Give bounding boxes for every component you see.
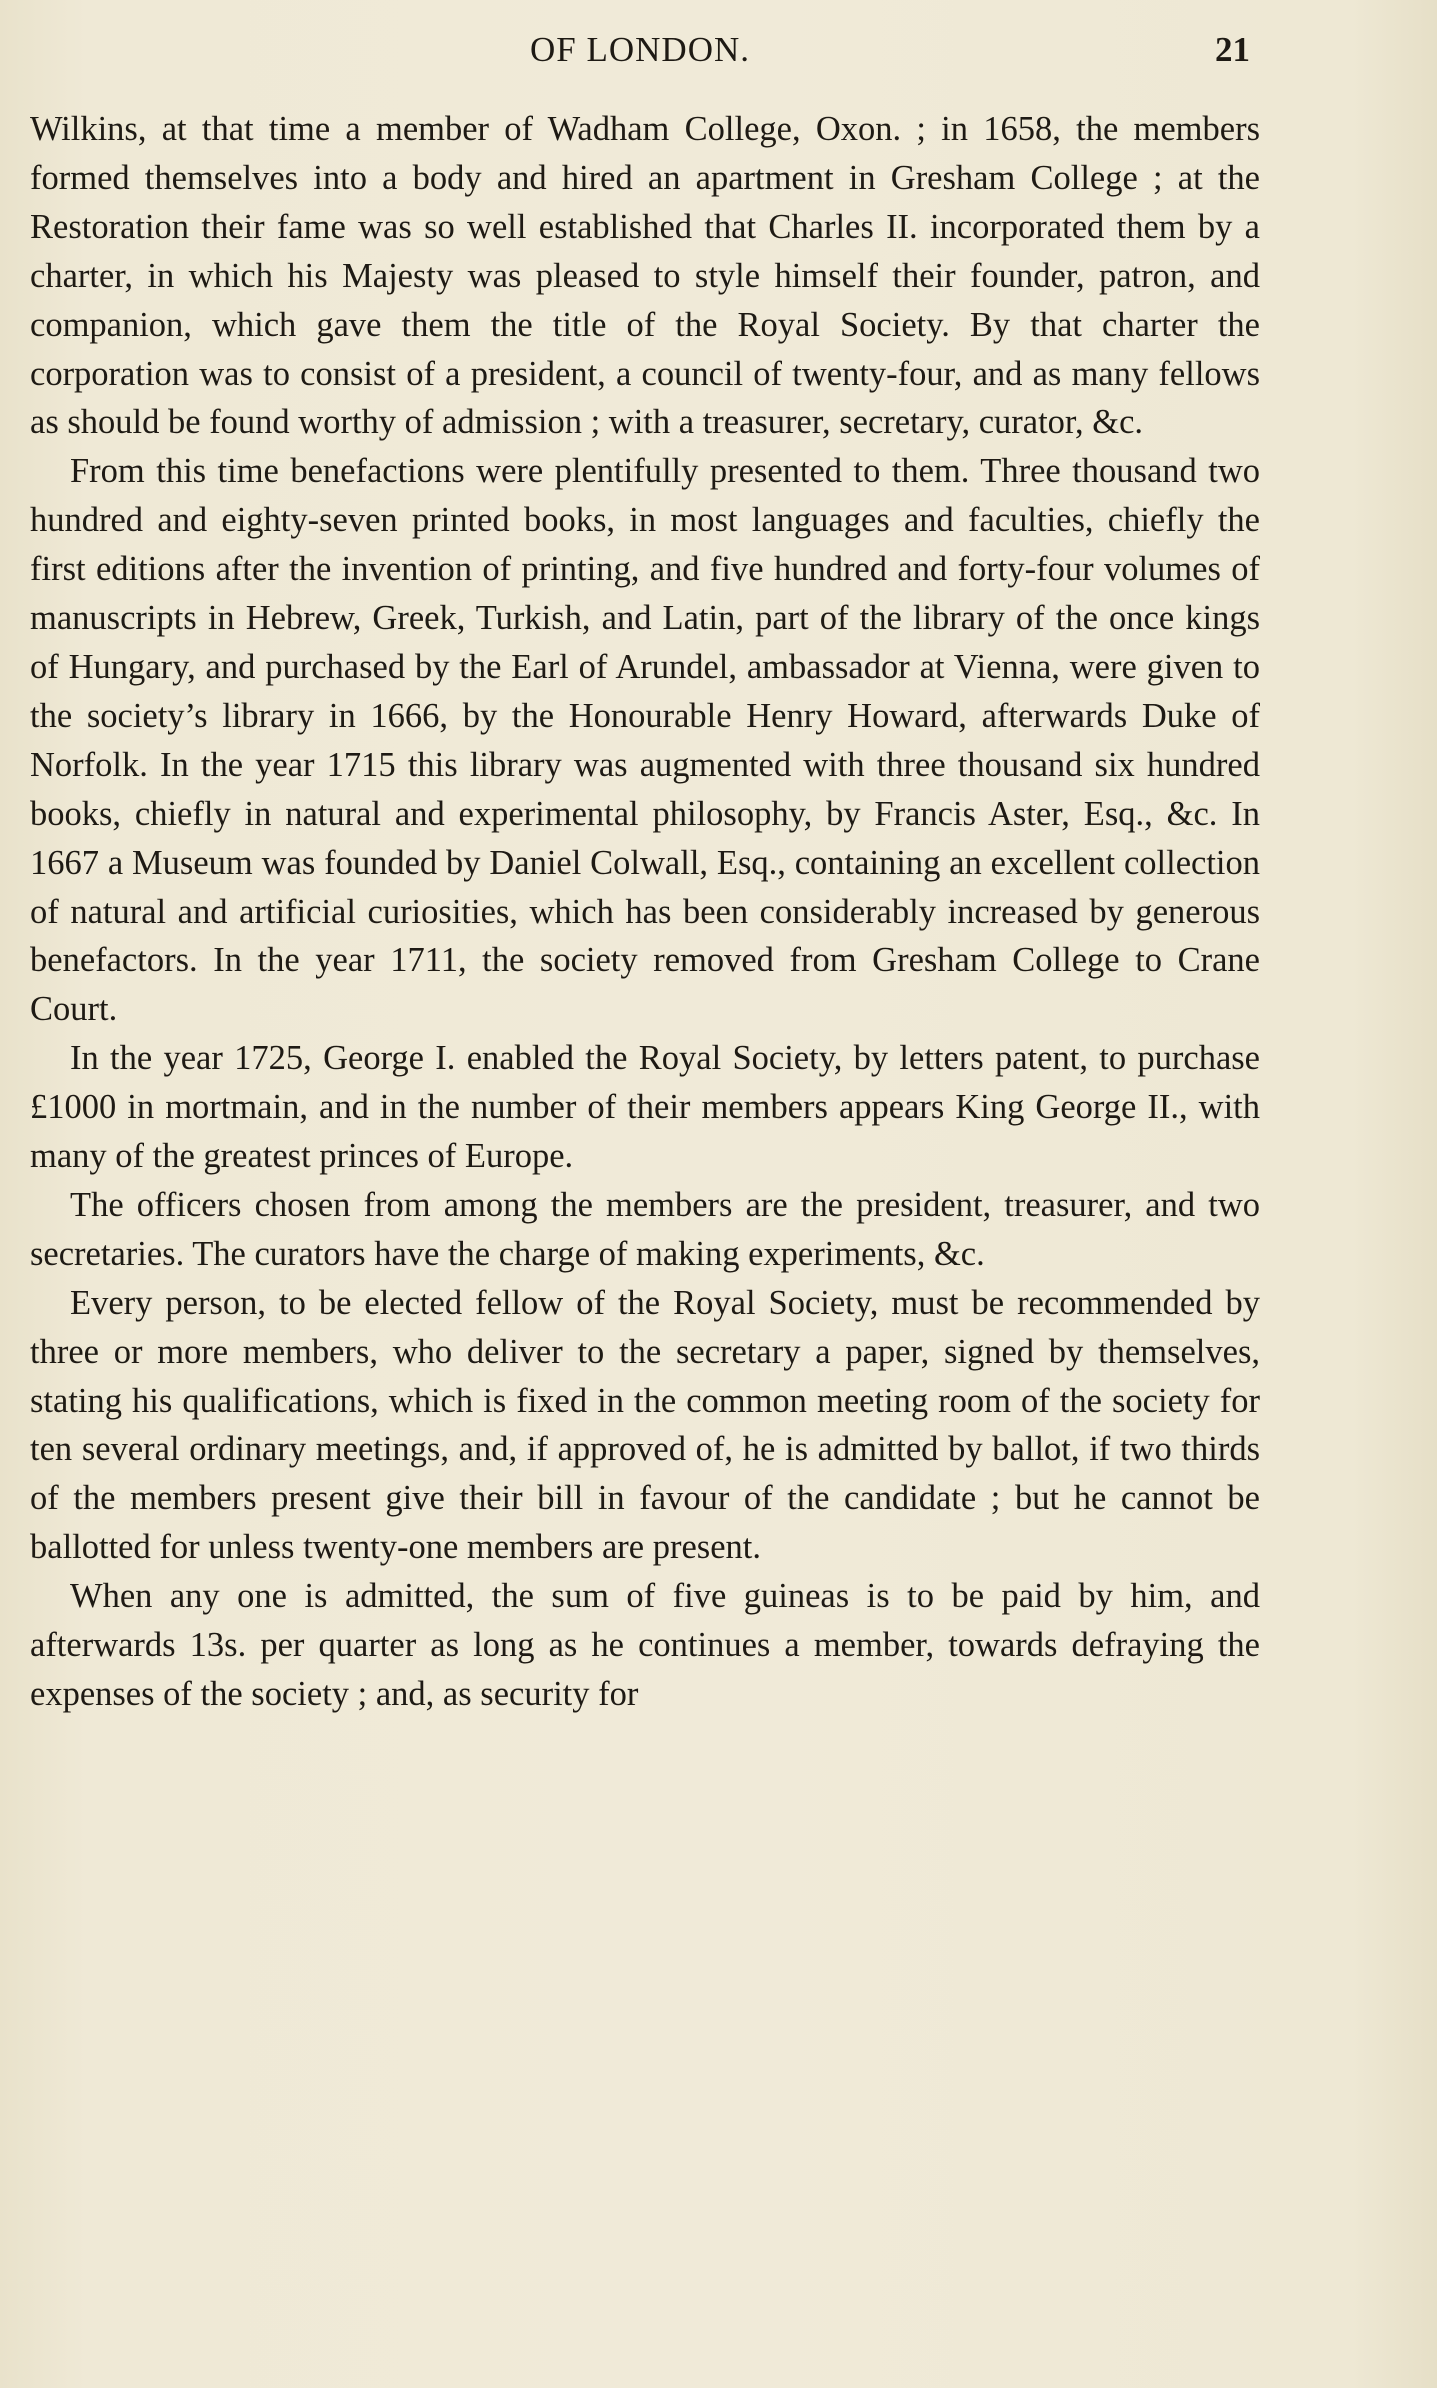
paragraph: When any one is admitted, the sum of five guineas is to be paid by him, and afterwards 13s. per quarter as long as he continues a member, towards defraying the expenses of the society ; and, as security for xyxy=(30,1577,1260,1713)
paragraph: From this time benefactions were plentifully presented to them. Three thousand two hundred and eighty-seven printed books, in most languages and faculties, chiefly the first editions after the invention of printing, and five hundred and forty-four volumes of manuscripts in Hebrew, Greek, Turkish, and Latin, part of the library of the once kings of Hungary, and purchased by the Earl of Arundel, ambassador at Vienna, were given to the society’s library in 1666, by the Honourable Henry Howard, afterwards Duke of Norfolk. In the year 1715 this library was augmented with three thousand six hundred books, chiefly in natural and experimental philosophy, by Francis Aster, Esq., &c. In 1667 a Museum was founded by Daniel Colwall, Esq., containing an excellent collection of natural and artificial curiosities, which has been considerably increased by generous benefactors. In the year 1711, the society removed from Gresham College to Crane Court. xyxy=(30,452,1260,1029)
paragraph: Wilkins, at that time a member of Wadham College, Oxon. ; in 1658, the members formed themselves into a body and hired an apartment in Gresham College ; at the Restoration their fame was so well established that Charles II. incorporated them by a charter, in which his Majesty was pleased to style himself their founder, patron, and companion, which gave them the title of the Royal Society. By that charter the corporation was to consist of a president, a council of twenty-four, and as many fellows as should be found worthy of admission ; with a treasurer, secretary, curator, &c. xyxy=(30,110,1260,442)
paragraph: Every person, to be elected fellow of the Royal Society, must be recommended by three or more members, who deliver to the secretary a paper, signed by themselves, stating his qualifications, which is fixed in the common meeting room of the society for ten several ordinary meetings, and, if approved of, he is admitted by ballot, if two thirds of the members present give their bill in favour of the candidate ; but he cannot be ballotted for unless twenty-one members are present. xyxy=(30,1283,1260,1567)
page-header xyxy=(30,30,1250,84)
paragraph: In the year 1725, George I. enabled the Royal Society, by letters patent, to purchase £1000 in mortmain, and in the number of their members appears King George II., with many of the greatest princes of Europe. xyxy=(30,1039,1260,1176)
page-number: 21 xyxy=(1215,30,1250,69)
running-title: OF LONDON. xyxy=(530,30,750,69)
body-text xyxy=(30,105,1260,1719)
paragraph: The officers chosen from among the members are the president, treasurer, and two secretaries. The curators have the charge of making experiments, &c. xyxy=(30,1185,1260,1273)
